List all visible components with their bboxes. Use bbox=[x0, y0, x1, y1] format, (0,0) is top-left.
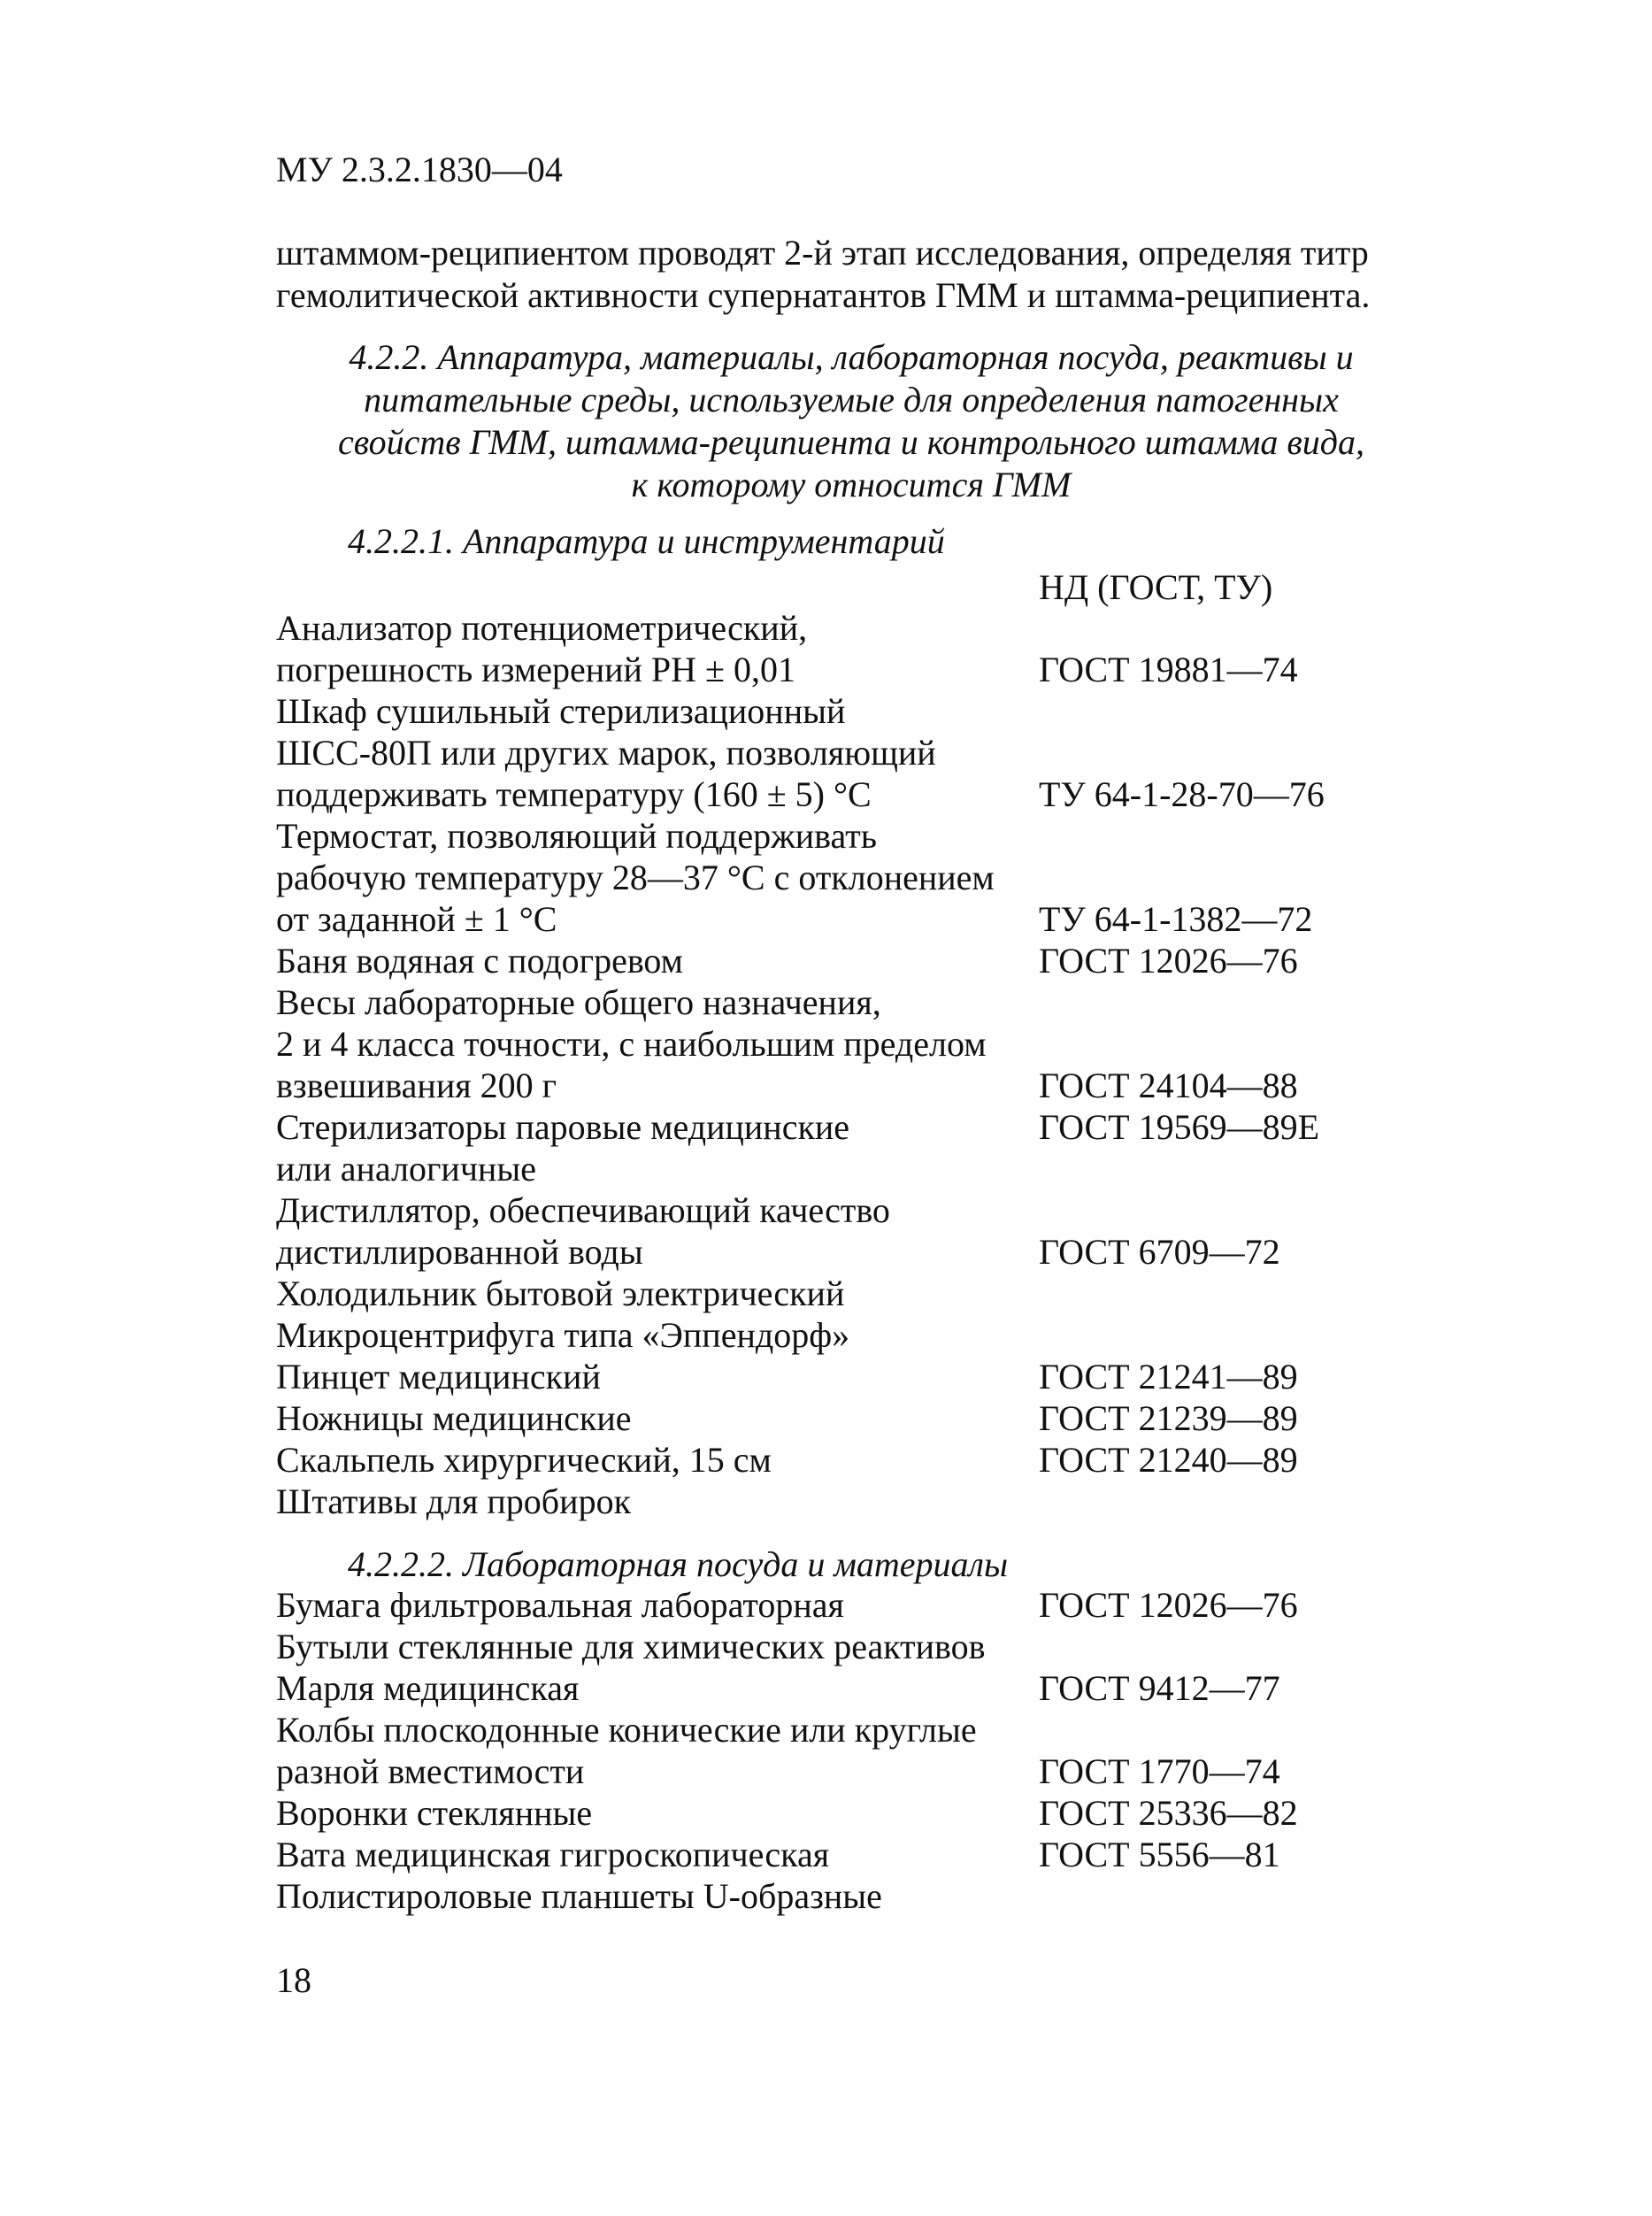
list-item-line bbox=[276, 940, 1426, 981]
equipment-name: Термостат, позволяющий поддерживать bbox=[276, 816, 877, 856]
equipment-name: погрешность измерений РН ± 0,01 bbox=[276, 650, 796, 689]
equipment-name: Вата медицинская гигроскопическая bbox=[276, 1835, 830, 1874]
list-item bbox=[276, 1584, 1426, 1626]
standard-reference: ГОСТ 6709—72 bbox=[1039, 1232, 1280, 1272]
document-code: МУ 2.3.2.1830—04 bbox=[276, 150, 563, 189]
list-item-line bbox=[276, 1750, 1426, 1792]
intro-line: штаммом-реципиентом проводят 2-й этап исследования, определяя титр bbox=[276, 233, 1369, 273]
equipment-name: Бутыли стеклянные для химических реактивов bbox=[276, 1627, 986, 1666]
list-item bbox=[276, 1667, 1426, 1709]
section-title-line: к которому относится ГММ bbox=[631, 465, 1072, 504]
standards-column-header: НД (ГОСТ, ТУ) bbox=[1039, 567, 1273, 607]
equipment-name: или аналогичные bbox=[276, 1149, 536, 1189]
standard-reference: ГОСТ 25336—82 bbox=[1039, 1793, 1298, 1833]
equipment-name: Ножницы медицинские bbox=[276, 1398, 632, 1438]
equipment-name: Марля медицинская bbox=[276, 1668, 580, 1708]
standard-reference: ГОСТ 19881—74 bbox=[1039, 650, 1298, 689]
equipment-name: Скальпель хирургический, 15 см bbox=[276, 1440, 772, 1480]
equipment-name: Холодильник бытовой электрический bbox=[276, 1273, 845, 1313]
list-item-line bbox=[276, 1792, 1426, 1834]
list-item-line bbox=[276, 1065, 1426, 1106]
list-item-line bbox=[276, 1667, 1426, 1709]
standard-reference: ГОСТ 12026—76 bbox=[1039, 1585, 1298, 1625]
list-item-line bbox=[276, 1189, 1426, 1231]
standard-reference: ТУ 64-1-28-70—76 bbox=[1039, 774, 1325, 814]
standard-reference: ГОСТ 21241—89 bbox=[1039, 1357, 1298, 1397]
list-item bbox=[276, 1481, 1426, 1522]
standard-reference: ГОСТ 1770—74 bbox=[1039, 1751, 1280, 1791]
section-title-line: свойств ГММ, штамма-реципиента и контрольного штамма вида, bbox=[338, 422, 1364, 462]
list-item-line bbox=[276, 1106, 1426, 1148]
list-item-line bbox=[276, 1023, 1426, 1065]
list-item-line bbox=[276, 1439, 1426, 1481]
equipment-name: Воронки стеклянные bbox=[276, 1793, 593, 1833]
list-item-line bbox=[276, 898, 1426, 940]
section-title-line: 4.2.2. Аппаратура, материалы, лабораторная посуда, реактивы и bbox=[349, 337, 1354, 377]
equipment-name: Колбы плоскодонные конические или круглые bbox=[276, 1710, 977, 1750]
standard-reference: ГОСТ 19569—89Е bbox=[1039, 1107, 1320, 1147]
equipment-name: взвешивания 200 г bbox=[276, 1066, 557, 1105]
list-item-line bbox=[276, 690, 1426, 732]
list-item-line bbox=[276, 1397, 1426, 1439]
list-item-line bbox=[276, 815, 1426, 857]
standard-reference: ГОСТ 5556—81 bbox=[1039, 1835, 1280, 1874]
equipment-name: Бумага фильтровальная лабораторная bbox=[276, 1585, 844, 1625]
equipment-name: ШСС-80П или других марок, позволяющий bbox=[276, 733, 936, 773]
intro-line: гемолитической активности супернатантов ГММ и штамма-реципиента. bbox=[276, 275, 1371, 315]
equipment-name: Шкаф сушильный стерилизационный bbox=[276, 691, 846, 731]
intro-paragraph bbox=[276, 232, 1426, 317]
equipment-name: Дистиллятор, обеспечивающий качество bbox=[276, 1190, 890, 1230]
equipment-name: 2 и 4 класса точности, с наибольшим пределом bbox=[276, 1024, 987, 1064]
list-item-line bbox=[276, 607, 1426, 649]
glassware-subsection-title: 4.2.2.2. Лабораторная посуда и материалы bbox=[348, 1544, 1009, 1584]
list-item-line bbox=[276, 649, 1426, 690]
list-item-line bbox=[276, 1231, 1426, 1273]
list-item-line bbox=[276, 773, 1426, 815]
standard-reference: ГОСТ 21239—89 bbox=[1039, 1398, 1298, 1438]
equipment-name: от заданной ± 1 °С bbox=[276, 899, 557, 939]
apparatus-list bbox=[276, 607, 1426, 1522]
list-item-line bbox=[276, 1148, 1426, 1189]
list-item-line bbox=[276, 1834, 1426, 1875]
apparatus-subsection-title: 4.2.2.1. Аппаратура и инструментарий bbox=[348, 521, 945, 561]
standard-reference: ГОСТ 12026—76 bbox=[1039, 941, 1298, 981]
standard-reference: ГОСТ 9412—77 bbox=[1039, 1668, 1280, 1708]
list-item-line bbox=[276, 1273, 1426, 1314]
list-item bbox=[276, 1189, 1426, 1273]
list-item-line bbox=[276, 857, 1426, 898]
list-item-line bbox=[276, 732, 1426, 773]
list-item bbox=[276, 981, 1426, 1106]
equipment-name: Штативы для пробирок bbox=[276, 1481, 631, 1521]
list-item-line bbox=[276, 1709, 1426, 1750]
list-item bbox=[276, 1875, 1426, 1917]
list-item bbox=[276, 1709, 1426, 1792]
equipment-name: Пинцет медицинский bbox=[276, 1357, 601, 1397]
equipment-name: Баня водяная с подогревом bbox=[276, 941, 683, 981]
list-item bbox=[276, 1314, 1426, 1356]
list-item bbox=[276, 815, 1426, 940]
list-item-line bbox=[276, 1584, 1426, 1626]
page-number: 18 bbox=[276, 1960, 311, 2000]
standard-reference: ГОСТ 21240—89 bbox=[1039, 1440, 1298, 1480]
list-item bbox=[276, 690, 1426, 815]
equipment-name: разной вместимости bbox=[276, 1751, 585, 1791]
standard-reference: ТУ 64-1-1382—72 bbox=[1039, 899, 1313, 939]
list-item bbox=[276, 1834, 1426, 1875]
equipment-name: Анализатор потенциометрический, bbox=[276, 608, 808, 648]
equipment-name: поддерживать температуру (160 ± 5) °С bbox=[276, 774, 872, 814]
list-item-line bbox=[276, 1626, 1426, 1667]
list-item bbox=[276, 1273, 1426, 1314]
equipment-name: Полистироловые планшеты U-образные bbox=[276, 1876, 882, 1916]
list-item bbox=[276, 1106, 1426, 1189]
list-item bbox=[276, 1397, 1426, 1439]
list-item-line bbox=[276, 1314, 1426, 1356]
section-title bbox=[276, 336, 1426, 506]
list-item-line bbox=[276, 1356, 1426, 1397]
equipment-name: дистиллированной воды bbox=[276, 1232, 643, 1272]
list-item-line bbox=[276, 1875, 1426, 1917]
list-item bbox=[276, 607, 1426, 690]
glassware-list bbox=[276, 1584, 1426, 1917]
standard-reference: ГОСТ 24104—88 bbox=[1039, 1066, 1298, 1105]
list-item bbox=[276, 1356, 1426, 1397]
equipment-name: Весы лабораторные общего назначения, bbox=[276, 982, 881, 1022]
list-item bbox=[276, 1626, 1426, 1667]
equipment-name: Микроцентрифуга типа «Эппендорф» bbox=[276, 1315, 850, 1355]
equipment-name: рабочую температуру 28—37 °С с отклонением bbox=[276, 858, 995, 897]
list-item-line bbox=[276, 981, 1426, 1023]
list-item-line bbox=[276, 1481, 1426, 1522]
list-item bbox=[276, 940, 1426, 981]
equipment-name: Стерилизаторы паровые медицинские bbox=[276, 1107, 850, 1147]
list-item bbox=[276, 1439, 1426, 1481]
list-item bbox=[276, 1792, 1426, 1834]
section-title-line: питательные среды, используемые для определения патогенных bbox=[364, 380, 1339, 419]
